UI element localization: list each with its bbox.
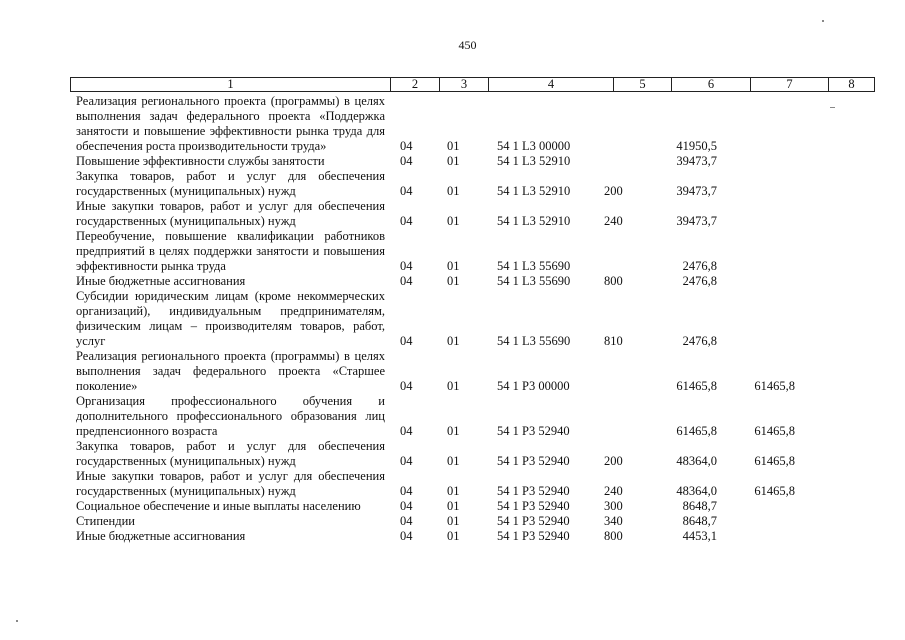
row-expense-type: 300 — [604, 499, 623, 513]
row-target-article: 54 1 L3 52910 — [497, 184, 571, 198]
row-amount: 39473,7 — [676, 184, 717, 198]
scan-mark — [830, 107, 835, 108]
table-row — [0, 169, 905, 199]
row-section: 04 — [400, 454, 413, 468]
row-expense-type: 810 — [604, 334, 623, 348]
row-description: Иные закупки товаров, работ и услуг для обеспечения государственных (муниципальных) нужд — [76, 199, 385, 228]
table-row — [0, 394, 905, 439]
table-row — [0, 94, 905, 154]
row-target-article: 54 1 P3 52940 — [497, 484, 570, 498]
header-col-6: 6 — [672, 78, 751, 91]
row-amount: 48364,0 — [676, 484, 717, 498]
row-description: Переобучение, повышение квалификации работников предприятий в целях поддержки занятости и повышения эффективности рынка труда — [76, 229, 385, 273]
row-expense-type: 200 — [604, 454, 623, 468]
row-target-article: 54 1 L3 55690 — [497, 334, 571, 348]
row-amount: 8648,7 — [682, 514, 717, 528]
row-target-article: 54 1 P3 52940 — [497, 454, 570, 468]
row-amount: 2476,8 — [682, 274, 717, 288]
row-description: Стипендии — [76, 514, 135, 528]
row-federal-amount: 61465,8 — [754, 484, 795, 498]
table-row — [0, 349, 905, 394]
row-amount: 8648,7 — [682, 499, 717, 513]
row-target-article: 54 1 L3 52910 — [497, 154, 571, 168]
scan-mark — [822, 20, 824, 22]
row-subsection: 01 — [447, 379, 460, 393]
row-amount: 2476,8 — [682, 259, 717, 273]
row-target-article: 54 1 P3 52940 — [497, 529, 570, 543]
row-expense-type: 200 — [604, 184, 623, 198]
scan-mark — [16, 620, 18, 622]
row-target-article: 54 1 P3 52940 — [497, 499, 570, 513]
row-expense-type: 800 — [604, 529, 623, 543]
header-col-3: 3 — [440, 78, 489, 91]
row-description: Повышение эффективности службы занятости — [76, 154, 325, 168]
row-section: 04 — [400, 259, 413, 273]
row-subsection: 01 — [447, 214, 460, 228]
header-col-1: 1 — [71, 78, 391, 91]
row-subsection: 01 — [447, 529, 460, 543]
row-target-article: 54 1 L3 55690 — [497, 259, 571, 273]
row-description: Реализация регионального проекта (программы) в целях выполнения задач федерального проекта «Старшее поколение» — [76, 349, 385, 393]
row-subsection: 01 — [447, 499, 460, 513]
row-section: 04 — [400, 484, 413, 498]
row-description: Иные закупки товаров, работ и услуг для обеспечения государственных (муниципальных) нужд — [76, 469, 385, 498]
row-description: Закупка товаров, работ и услуг для обеспечения государственных (муниципальных) нужд — [76, 439, 385, 468]
row-target-article: 54 1 L3 52910 — [497, 214, 571, 228]
page-number: 450 — [458, 38, 477, 52]
row-section: 04 — [400, 139, 413, 153]
row-section: 04 — [400, 514, 413, 528]
table-row — [0, 439, 905, 469]
table-header — [70, 77, 875, 92]
row-description: Иные бюджетные ассигнования — [76, 274, 246, 288]
row-target-article: 54 1 L3 55690 — [497, 274, 571, 288]
row-section: 04 — [400, 214, 413, 228]
row-amount: 48364,0 — [676, 454, 717, 468]
table-row — [0, 289, 905, 349]
table-row — [0, 499, 905, 514]
row-description: Иные бюджетные ассигнования — [76, 529, 246, 543]
row-subsection: 01 — [447, 139, 460, 153]
row-subsection: 01 — [447, 454, 460, 468]
budget-table — [0, 94, 905, 544]
row-amount: 39473,7 — [676, 214, 717, 228]
table-row — [0, 529, 905, 544]
table-row — [0, 469, 905, 499]
row-expense-type: 800 — [604, 274, 623, 288]
row-subsection: 01 — [447, 334, 460, 348]
table-row — [0, 229, 905, 274]
row-section: 04 — [400, 379, 413, 393]
row-amount: 39473,7 — [676, 154, 717, 168]
row-target-article: 54 1 L3 00000 — [497, 139, 571, 153]
table-row — [0, 154, 905, 169]
row-subsection: 01 — [447, 424, 460, 438]
row-target-article: 54 1 P3 00000 — [497, 379, 570, 393]
table-row — [0, 199, 905, 229]
row-description: Организация профессионального обучения и дополнительного профессионального образования лиц предпенсионного возраста — [76, 394, 385, 438]
row-description: Субсидии юридическим лицам (кроме некоммерческих организаций), индивидуальным предпринимателям, физическим лицам – производителям товаров, работ, услуг — [76, 289, 385, 348]
header-col-4: 4 — [489, 78, 614, 91]
row-expense-type: 340 — [604, 514, 623, 528]
table-row — [0, 514, 905, 529]
row-subsection: 01 — [447, 259, 460, 273]
table-row — [0, 274, 905, 289]
row-section: 04 — [400, 274, 413, 288]
row-federal-amount: 61465,8 — [754, 424, 795, 438]
row-amount: 4453,1 — [682, 529, 717, 543]
header-col-2: 2 — [391, 78, 440, 91]
row-section: 04 — [400, 424, 413, 438]
row-amount: 41950,5 — [676, 139, 717, 153]
row-target-article: 54 1 P3 52940 — [497, 514, 570, 528]
row-subsection: 01 — [447, 514, 460, 528]
row-expense-type: 240 — [604, 214, 623, 228]
row-section: 04 — [400, 529, 413, 543]
row-section: 04 — [400, 184, 413, 198]
row-amount: 61465,8 — [676, 424, 717, 438]
row-amount: 2476,8 — [682, 334, 717, 348]
header-col-7: 7 — [751, 78, 829, 91]
header-col-5: 5 — [614, 78, 672, 91]
header-col-8: 8 — [848, 77, 855, 91]
row-section: 04 — [400, 334, 413, 348]
row-subsection: 01 — [447, 484, 460, 498]
row-subsection: 01 — [447, 274, 460, 288]
row-federal-amount: 61465,8 — [754, 454, 795, 468]
row-target-article: 54 1 P3 52940 — [497, 424, 570, 438]
row-amount: 61465,8 — [676, 379, 717, 393]
row-description: Закупка товаров, работ и услуг для обеспечения государственных (муниципальных) нужд — [76, 169, 385, 198]
row-federal-amount: 61465,8 — [754, 379, 795, 393]
row-description: Социальное обеспечение и иные выплаты населению — [76, 499, 361, 513]
row-section: 04 — [400, 154, 413, 168]
row-expense-type: 240 — [604, 484, 623, 498]
row-description: Реализация регионального проекта (программы) в целях выполнения задач федерального проекта «Поддержка занятости и повышение эффективности рынка труда для обеспечения роста производительности труда» — [76, 94, 385, 153]
row-section: 04 — [400, 499, 413, 513]
row-subsection: 01 — [447, 184, 460, 198]
row-subsection: 01 — [447, 154, 460, 168]
